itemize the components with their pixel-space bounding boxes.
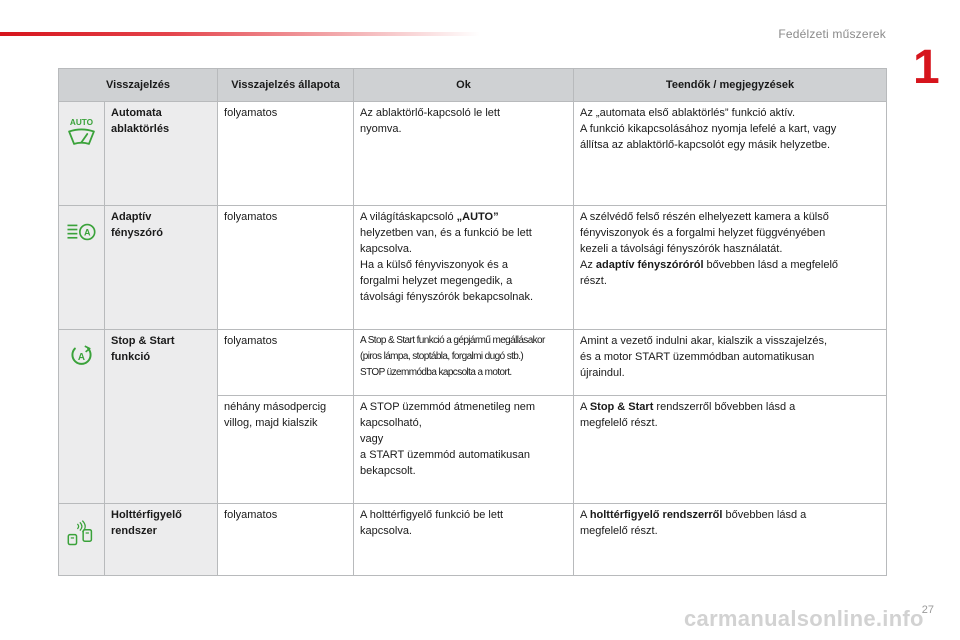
action-line: [580, 523, 880, 539]
table-row: [59, 504, 887, 576]
blind-spot-icon: [65, 507, 98, 551]
cause-line: [360, 333, 567, 349]
text-segment: forgalmi helyzet megengedik, a: [360, 275, 513, 287]
indicator-action: [574, 330, 887, 396]
text-segment: Az „automata első ablaktörlés” funkció aktív.: [580, 107, 796, 119]
stop-start-icon: [65, 333, 98, 371]
action-line: [580, 273, 880, 289]
indicator-name-line: Adaptív: [111, 211, 152, 223]
indicator-name-line: Automata: [111, 107, 162, 119]
text-segment: megfelelő részt.: [580, 417, 658, 429]
adaptive-headlamp-icon: [65, 209, 98, 247]
text-segment: Ha a külső fényviszonyok és a: [360, 259, 508, 271]
text-segment: A funkció kikapcsolásához nyomja lefelé a kart, vagy: [580, 123, 837, 135]
text-segment: A világításkapcsoló: [360, 211, 457, 223]
indicator-name: [105, 504, 218, 576]
cause-line: [360, 399, 567, 415]
state-line: folyamatos: [224, 211, 278, 223]
cause-line: [360, 289, 567, 305]
text-segment: A holttérfigyelő funkció be lett: [360, 509, 504, 521]
state-line: villog, majd kialszik: [224, 417, 318, 429]
cause-line: [360, 209, 567, 225]
indicator-cause: [354, 330, 574, 396]
text-segment: Stop & Start: [589, 401, 654, 413]
text-segment: kapcsolva.: [360, 525, 412, 537]
text-segment: vagy: [360, 433, 384, 445]
indicator-state: [218, 102, 354, 206]
chapter-number: 1: [913, 41, 940, 94]
action-line: [580, 241, 880, 257]
action-line: [580, 415, 880, 431]
action-line: [580, 225, 880, 241]
page-number: 27: [921, 604, 934, 616]
text-segment: A STOP üzemmód átmenetileg nem: [360, 401, 536, 413]
table-header-row: [59, 69, 887, 102]
column-header: Teendők / megjegyzések: [574, 69, 887, 102]
text-segment: Amint a vezető indulni akar, kialszik a visszajelzés,: [580, 335, 828, 347]
action-line: [580, 349, 880, 365]
icon-letter: A: [84, 227, 91, 238]
text-segment: holttérfigyelő rendszerről: [589, 509, 723, 521]
text-segment: „AUTO”: [456, 211, 499, 223]
action-line: [580, 257, 880, 273]
cause-line: [360, 507, 567, 523]
indicator-state: [218, 504, 354, 576]
cause-line: [360, 257, 567, 273]
table-row: [59, 102, 887, 206]
table-row: [59, 206, 887, 330]
state-line: folyamatos: [224, 107, 278, 119]
text-segment: a START üzemmód automatikusan: [360, 449, 530, 461]
column-header: Ok: [354, 69, 574, 102]
text-segment: adaptív fényszóróról: [595, 259, 704, 271]
indicator-icon-cell: [59, 504, 105, 576]
text-segment: újraindul.: [580, 367, 625, 379]
state-line: folyamatos: [224, 335, 278, 347]
indicator-action: [574, 102, 887, 206]
cause-line: [360, 365, 567, 381]
column-header: Visszajelzés: [59, 69, 218, 102]
top-accent-bar: [0, 32, 480, 36]
text-segment: (piros lámpa, stoptábla, forgalmi dugó stb.): [360, 351, 524, 362]
cause-line: [360, 523, 567, 539]
text-segment: rendszerről bővebben lásd a: [653, 401, 796, 413]
text-segment: helyzetben van, és a funkció be lett: [360, 227, 532, 239]
text-segment: Az: [580, 259, 596, 271]
text-segment: állítsa az ablaktörlő-kapcsolót egy másik helyzetbe.: [580, 139, 831, 151]
text-segment: A: [580, 509, 590, 521]
indicator-name-line: Holttérfigyelő: [111, 509, 182, 521]
indicator-name-line: ablaktörlés: [111, 123, 170, 135]
table-row: [59, 330, 887, 396]
indicator-table: [58, 68, 887, 576]
text-segment: fényviszonyok és a forgalmi helyzet függvényében: [580, 227, 826, 239]
indicator-name-line: rendszer: [111, 525, 157, 537]
cause-line: [360, 105, 567, 121]
text-segment: bővebben lásd a megfelelő: [703, 259, 839, 271]
cause-line: [360, 273, 567, 289]
cause-line: [360, 121, 567, 137]
watermark: carmanualsonline.info: [684, 606, 924, 631]
text-segment: kapcsolva.: [360, 243, 412, 255]
indicator-name-line: funkció: [111, 351, 151, 363]
cause-line: [360, 225, 567, 241]
indicator-action: [574, 206, 887, 330]
text-segment: Az ablaktörlő-kapcsoló le lett: [360, 107, 501, 119]
text-segment: megfelelő részt.: [580, 525, 658, 537]
auto-label: AUTO: [69, 117, 94, 127]
text-segment: nyomva.: [360, 123, 402, 135]
indicator-cause: [354, 396, 574, 504]
indicator-action: [574, 396, 887, 504]
state-line: folyamatos: [224, 509, 278, 521]
action-line: [580, 137, 880, 153]
action-line: [580, 333, 880, 349]
section-title: Fedélzeti műszerek: [778, 27, 886, 41]
action-line: [580, 365, 880, 381]
indicator-icon-cell: [59, 102, 105, 206]
text-segment: A szélvédő felső részén elhelyezett kamera a külső: [580, 211, 829, 223]
action-line: [580, 209, 880, 225]
text-segment: bekapcsolt.: [360, 465, 416, 477]
cause-line: [360, 447, 567, 463]
action-line: [580, 105, 880, 121]
action-line: [580, 121, 880, 137]
column-header: Visszajelzés állapota: [218, 69, 354, 102]
indicator-cause: [354, 206, 574, 330]
text-segment: A: [580, 401, 590, 413]
icon-letter: A: [77, 352, 86, 364]
text-segment: kapcsolható,: [360, 417, 422, 429]
text-segment: távolsági fényszórók bekapcsolnak.: [360, 291, 534, 303]
action-line: [580, 507, 880, 523]
cause-line: [360, 463, 567, 479]
text-segment: részt.: [580, 275, 607, 287]
text-segment: A Stop & Start funkció a gépjármű megállásakor: [360, 335, 545, 346]
indicator-name-line: Stop & Start: [111, 335, 175, 347]
text-segment: kezeli a távolsági fényszórók használatát.: [580, 243, 783, 255]
action-line: [580, 399, 880, 415]
indicator-state: [218, 396, 354, 504]
text-segment: STOP üzemmódba kapcsolta a motort.: [360, 367, 512, 378]
cause-line: [360, 349, 567, 365]
auto-wiper-icon: [65, 105, 98, 155]
cause-line: [360, 415, 567, 431]
indicator-cause: [354, 102, 574, 206]
indicator-icon-cell: [59, 330, 105, 504]
indicator-icon-cell: [59, 206, 105, 330]
indicator-name: [105, 102, 218, 206]
cause-line: [360, 241, 567, 257]
indicator-action: [574, 504, 887, 576]
text-segment: bővebben lásd a: [722, 509, 807, 521]
state-line: néhány másodpercig: [224, 401, 327, 413]
cause-line: [360, 431, 567, 447]
indicator-cause: [354, 504, 574, 576]
indicator-name-line: fényszóró: [111, 227, 163, 239]
indicator-state: [218, 330, 354, 396]
text-segment: és a motor START üzemmódban automatikusan: [580, 351, 815, 363]
indicator-name: [105, 206, 218, 330]
indicator-state: [218, 206, 354, 330]
indicator-name: [105, 330, 218, 504]
